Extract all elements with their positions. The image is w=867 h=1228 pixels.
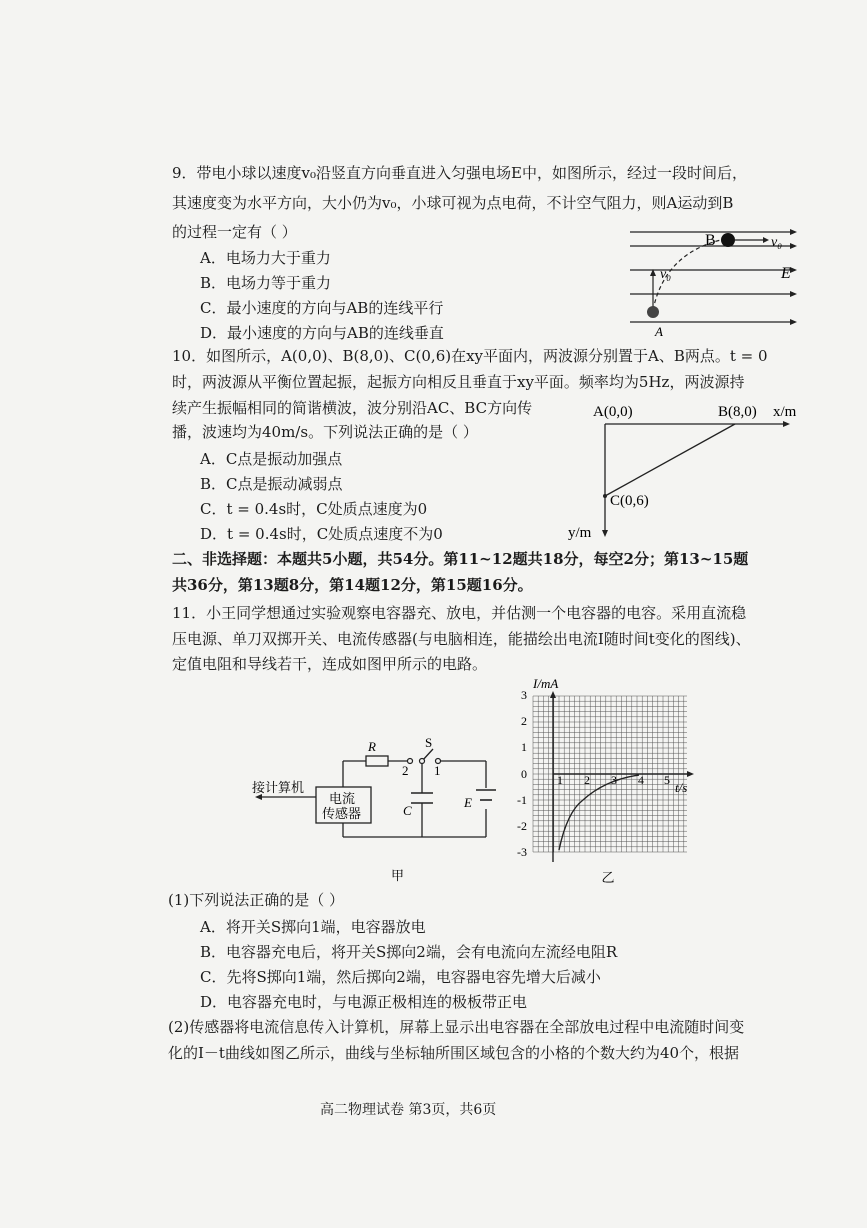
ytick-neg2: -2	[517, 819, 527, 833]
q9-line2: 其速度变为水平方向，大小仍为v₀，小球可视为点电荷，不计空气阻力，则A运动到B	[172, 194, 734, 212]
q10-figure	[565, 398, 815, 546]
label-e: E	[781, 265, 791, 282]
q10-line4: 播，波速均为40m/s。下列说法正确的是（ ）	[172, 423, 478, 441]
label-sensor-1: 电流	[329, 791, 356, 806]
circuit-diagram	[248, 735, 498, 885]
ytick-neg3: -3	[517, 845, 527, 859]
q10-option-c: C．t = 0.4s时，C处质点速度为0	[200, 500, 428, 518]
label-y: y/m	[568, 525, 592, 541]
label-c: C	[403, 803, 412, 818]
it-graph	[505, 672, 705, 894]
q9-option-a: A．电场力大于重力	[200, 249, 331, 267]
ytick-3: 3	[521, 688, 527, 702]
q11-sub1-option-c: C．先将S掷向1端，然后掷向2端，电容器电容先增大后减小	[200, 968, 601, 986]
ytick-neg1: -1	[517, 793, 527, 807]
q10-option-b: B．C点是振动减弱点	[200, 475, 343, 493]
ytick-2: 2	[521, 714, 527, 728]
label-c: C(0,6)	[610, 493, 649, 509]
q11-sub1-option-d: D．电容器充电时，与电源正极相连的极板带正电	[200, 993, 528, 1011]
label-v0-up: v₀	[660, 267, 672, 282]
graph-xlabel: t/s	[675, 780, 688, 795]
section2-line1: 二、非选择题：本题共5小题，共54分。第11~12题共18分，每空2分；第13~15题	[172, 550, 749, 568]
q11-sub1-option-a: A．将开关S掷向1端，电容器放电	[200, 918, 426, 936]
caption-jia: 甲	[391, 868, 405, 883]
q10-line3: 续产生振幅相同的简谐横波，波分别沿AC、BC方向传	[172, 399, 533, 417]
xtick-4: 4	[638, 773, 644, 787]
xtick-5: 5	[664, 773, 670, 787]
q10-line2: 时，两波源从平衡位置起振，起振方向相反且垂直于xy平面。频率均为5Hz，两波源持	[172, 373, 745, 391]
q11-line3: 定值电阻和导线若干，连成如图甲所示的电路。	[172, 655, 488, 673]
label-x: x/m	[773, 404, 797, 420]
q11-sub2-line1: (2)传感器将电流信息传入计算机，屏幕上显示出电容器在全部放电过程中电流随时间变	[168, 1018, 745, 1036]
q11-line2: 压电源、单刀双掷开关、电流传感器(与电脑相连，能描绘出电流I随时间t变化的图线)、	[172, 630, 751, 648]
q9-figure	[625, 222, 800, 340]
graph-ylabel: I/mA	[533, 676, 559, 691]
label-r: R	[368, 739, 376, 754]
q10-option-d: D．t = 0.4s时，C处质点速度不为0	[200, 525, 443, 543]
label-s: S	[425, 735, 433, 750]
ytick-1: 1	[521, 740, 527, 754]
q9-option-c: C．最小速度的方向与AB的连线平行	[200, 299, 444, 317]
xtick-3: 3	[611, 773, 617, 787]
xtick-2: 2	[584, 773, 590, 787]
label-sensor-2: 传感器	[322, 806, 362, 821]
ball-b	[721, 233, 735, 247]
label-e: E	[464, 795, 472, 810]
label-b: B(8,0)	[718, 404, 757, 420]
discharge-curve	[559, 775, 639, 850]
label-computer: 接计算机	[252, 780, 305, 795]
q9-option-d: D．最小速度的方向与AB的连线垂直	[200, 324, 444, 342]
caption-yi: 乙	[601, 870, 615, 885]
ytick-0: 0	[521, 767, 527, 781]
label-b: B	[705, 232, 716, 249]
q9-line3: 的过程一定有（ ）	[172, 223, 297, 241]
xtick-1: 1	[557, 773, 563, 787]
q11-line1: 11．小王同学想通过实验观察电容器充、放电，并估测一个电容器的电容。采用直流稳	[172, 604, 747, 622]
section2-line2: 共36分，第13题8分，第14题12分，第15题16分。	[172, 576, 533, 594]
label-pos1: 1	[434, 763, 441, 778]
q9-line1: 9．带电小球以速度v₀沿竖直方向垂直进入匀强电场E中，如图所示，经过一段时间后，	[172, 164, 747, 182]
q11-sub1-option-b: B．电容器充电后，将开关S掷向2端，会有电流向左流经电阻R	[200, 943, 618, 961]
q11-sub2-line2: 化的I－t曲线如图乙所示，曲线与坐标轴所围区域包含的小格的个数大约为40个，根据	[168, 1044, 740, 1062]
ball-a	[647, 306, 659, 318]
line-bc	[605, 424, 735, 496]
q11-sub1: (1)下列说法正确的是（ ）	[168, 891, 345, 909]
label-a: A(0,0)	[593, 404, 633, 420]
q9-option-b: B．电场力等于重力	[200, 274, 332, 292]
label-a: A	[655, 324, 663, 339]
q10-line1: 10．如图所示，A(0,0)、B(8,0)、C(0,6)在xy平面内，两波源分别置于A、B两点。t = 0	[172, 347, 768, 365]
q10-option-a: A．C点是振动加强点	[200, 450, 343, 468]
label-v0-right: v₀	[771, 235, 783, 250]
page-footer: 高二物理试卷 第3页，共6页	[320, 1102, 497, 1118]
label-pos2: 2	[402, 763, 409, 778]
